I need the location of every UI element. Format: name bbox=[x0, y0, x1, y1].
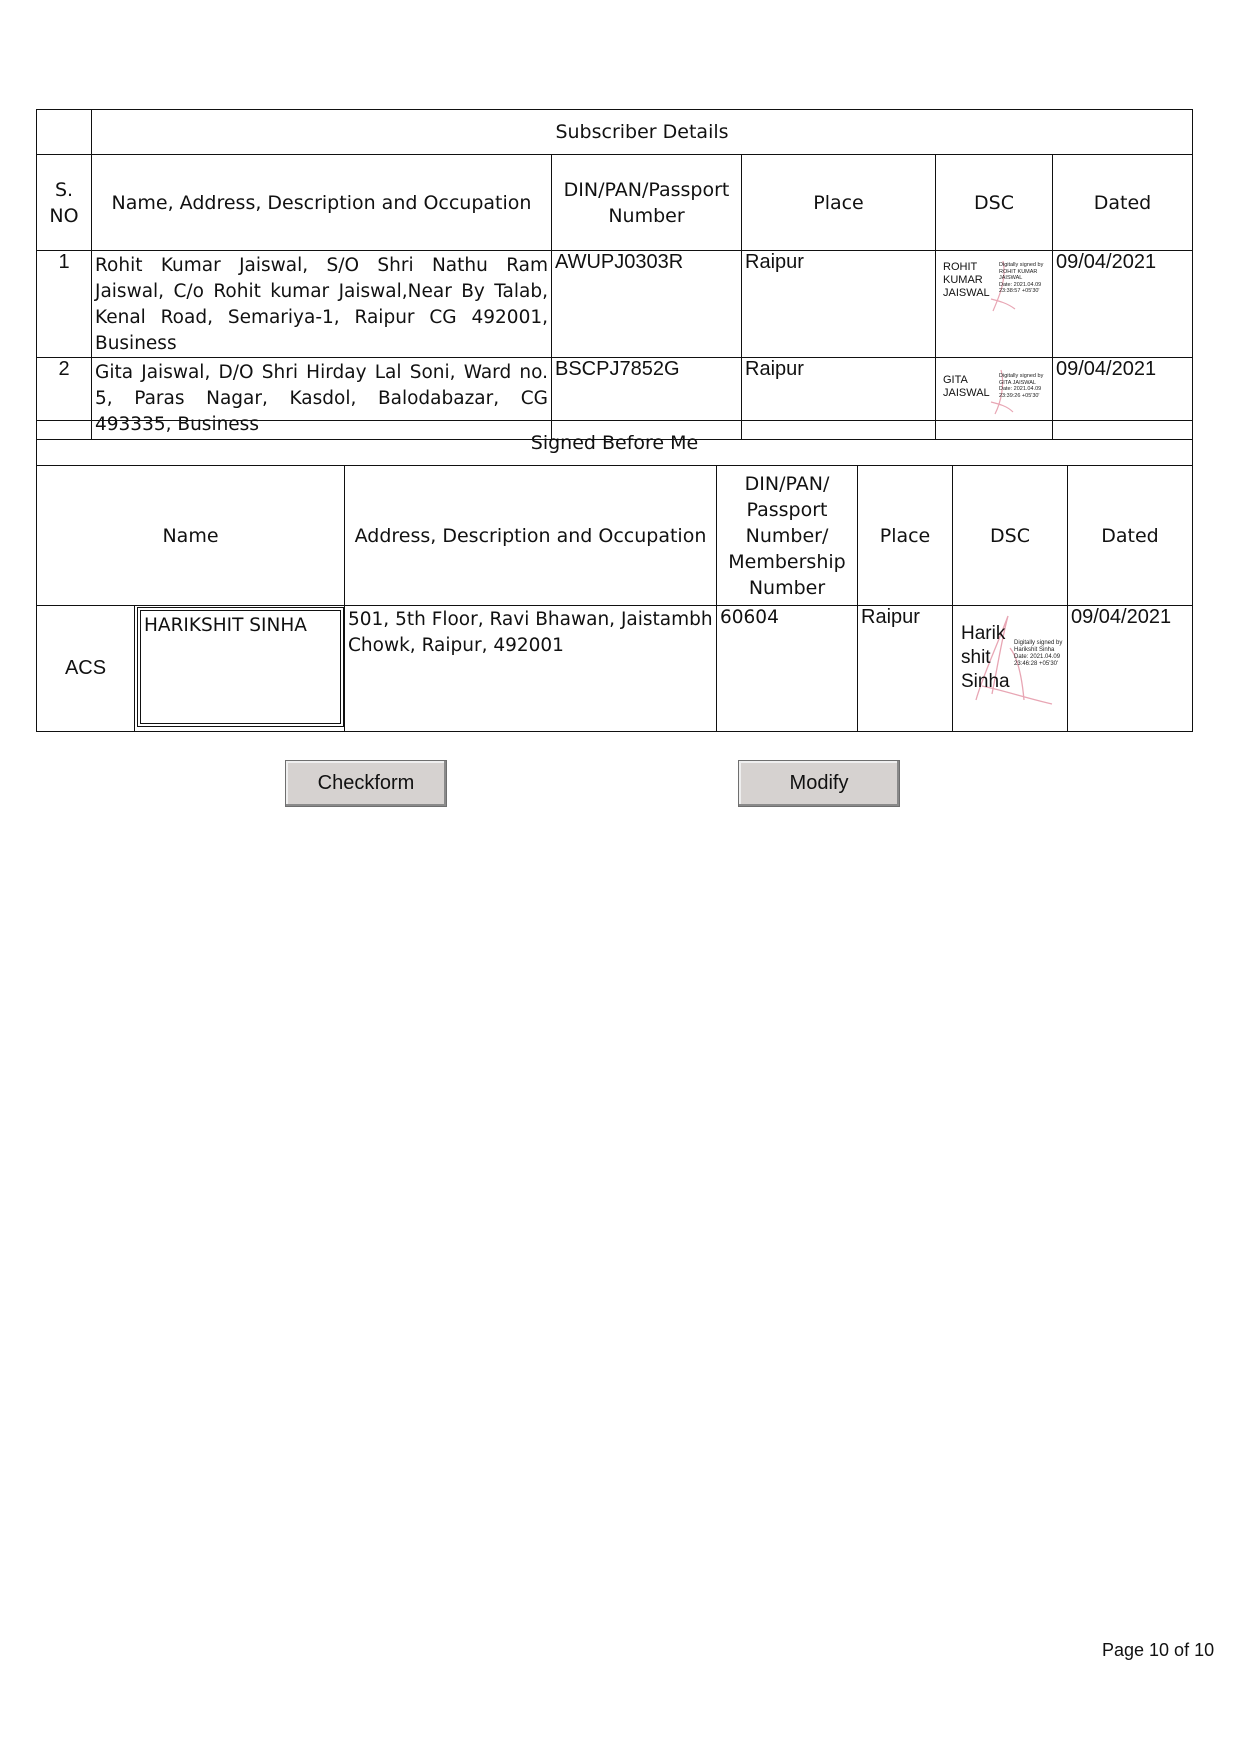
dsc-cell bbox=[953, 606, 1068, 732]
dsc-meta-line: Digitally signed by bbox=[999, 262, 1044, 268]
place-cell: Raipur bbox=[742, 251, 936, 358]
dsc-name-line: ROHIT bbox=[943, 261, 978, 273]
dsc-meta-line: Harikshit Sinha bbox=[1014, 647, 1055, 653]
digital-signature bbox=[941, 257, 1053, 313]
membership-number-cell: 60604 bbox=[717, 606, 858, 732]
dsc-meta-line: 23:38:57 +05'30' bbox=[999, 288, 1040, 294]
page-number: Page 10 of 10 bbox=[1102, 1640, 1215, 1660]
signed-before-me-title: Signed Before Me bbox=[37, 421, 1193, 466]
sno-header: S. NO bbox=[37, 155, 92, 251]
table-row bbox=[37, 606, 1193, 732]
name-header: Name, Address, Description and Occupation bbox=[92, 155, 552, 251]
dsc-name-line: GITA bbox=[943, 374, 968, 386]
sno-cell: 2 bbox=[37, 358, 92, 440]
dsc-meta-line: Date: 2021.04.09 bbox=[999, 281, 1042, 288]
dsc-cell bbox=[936, 251, 1053, 358]
name-cell: Rohit Kumar Jaiswal, S/O Shri Nathu Ram Jaiswal, C/o Rohit kumar Jaiswal,Near By Talab, Kenal Road, Semariya-1, Raipur CG 492001, Business bbox=[92, 251, 552, 358]
dsc-name-line: Harik bbox=[961, 623, 1006, 644]
place-cell: Raipur bbox=[742, 358, 936, 440]
digital-signature bbox=[941, 364, 1053, 420]
address-header: Address, Description and Occupation bbox=[345, 466, 717, 606]
blank-corner-cell bbox=[37, 110, 92, 155]
dsc-meta-line: Date: 2021.04.09 bbox=[999, 386, 1042, 392]
sno-cell: 1 bbox=[37, 251, 92, 358]
dsc-header: DSC bbox=[936, 155, 1053, 251]
dsc-meta-line: GITA JAISWAL bbox=[999, 379, 1036, 386]
dsc-meta-line: ROHIT KUMAR bbox=[999, 268, 1038, 275]
dsc-name-line: JAISWAL bbox=[943, 287, 990, 299]
dsc-name-line: Sinha bbox=[961, 671, 1010, 692]
din-header: DIN/PAN/Passport Number bbox=[552, 155, 742, 251]
name-header: Name bbox=[37, 466, 345, 606]
checkform-button[interactable]: Checkform bbox=[285, 760, 447, 807]
dsc-meta-line: Date: 2021.04.09 bbox=[1014, 654, 1061, 660]
place-header: Place bbox=[742, 155, 936, 251]
name-cell: Gita Jaiswal, D/O Shri Hirday Lal Soni, Ward no. 5, Paras Nagar, Kasdol, Balodabazar, CG 493335, Business bbox=[92, 358, 552, 440]
dsc-meta-line: Digitally signed by bbox=[999, 373, 1044, 379]
din-cell: AWUPJ0303R bbox=[552, 251, 742, 358]
signatory-name-cell bbox=[135, 606, 345, 732]
place-cell: Raipur bbox=[858, 606, 953, 732]
dsc-meta-line: Digitally signed by bbox=[1014, 640, 1063, 646]
dsc-name-line: shit bbox=[961, 647, 991, 668]
dated-cell: 09/04/2021 bbox=[1053, 358, 1193, 440]
dated-cell: 09/04/2021 bbox=[1068, 606, 1193, 732]
signatory-name-field: HARIKSHIT SINHA bbox=[140, 610, 341, 724]
dsc-meta-line: 23:46:28 +05'30' bbox=[1014, 661, 1059, 667]
signed-before-me-table bbox=[36, 420, 1193, 732]
dated-cell: 09/04/2021 bbox=[1053, 251, 1193, 358]
table-row bbox=[37, 251, 1193, 358]
subscriber-details-table bbox=[36, 109, 1193, 440]
dsc-meta-line: 23:39:26 +05'30' bbox=[999, 392, 1040, 399]
dated-header: Dated bbox=[1068, 466, 1193, 606]
dsc-name-line: JAISWAL bbox=[943, 387, 990, 399]
din-header: DIN/PAN/ Passport Number/ Membership Number bbox=[717, 466, 858, 606]
membership-prefix-cell: ACS bbox=[37, 606, 135, 732]
modify-button[interactable]: Modify bbox=[738, 760, 900, 807]
din-cell: BSCPJ7852G bbox=[552, 358, 742, 440]
dsc-header: DSC bbox=[953, 466, 1068, 606]
address-cell: 501, 5th Floor, Ravi Bhawan, Jaistambh Chowk, Raipur, 492001 bbox=[345, 606, 717, 732]
subscriber-details-title: Subscriber Details bbox=[92, 110, 1193, 155]
dsc-name-line: KUMAR bbox=[943, 274, 983, 286]
dated-header: Dated bbox=[1053, 155, 1193, 251]
place-header: Place bbox=[858, 466, 953, 606]
digital-signature bbox=[958, 608, 1068, 708]
dsc-meta-line: JAISWAL bbox=[999, 275, 1023, 281]
